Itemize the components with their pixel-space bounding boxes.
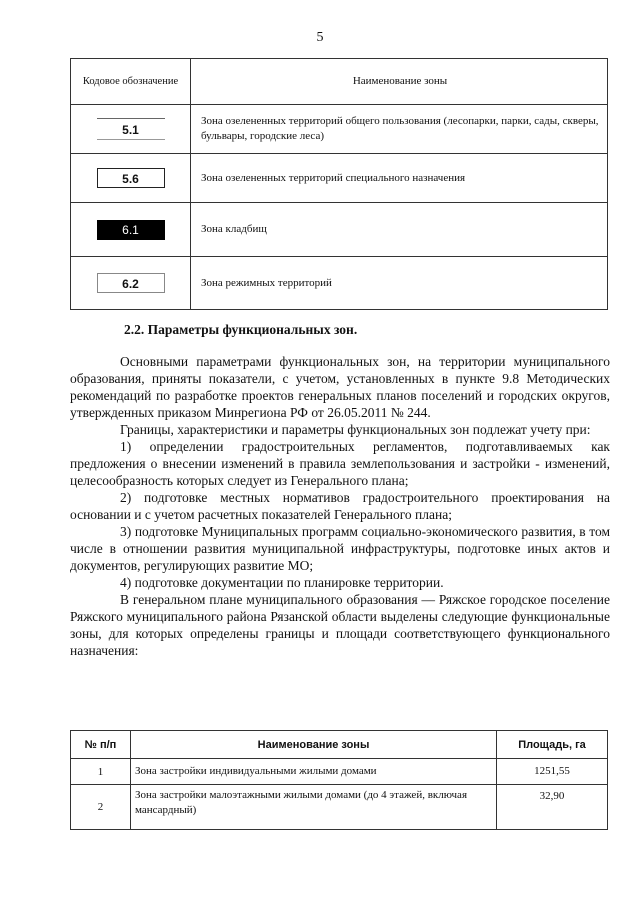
paragraph: 2) подготовке местных нормативов градостроительного проектирования на основании и с учетом расчетных показателей Генерального плана; [70, 490, 610, 522]
paragraph: 1) определении градостроительных регламентов, подготавливаемых как предложения о внесении изменений в правила землепользования и застройки - изменений, целесообразность которых следует из Генерального плана; [70, 439, 610, 488]
row-number: 1 [71, 759, 131, 785]
zone-name: Зона кладбищ [191, 203, 608, 257]
area-header-name: Наименование зоны [131, 731, 497, 759]
zone-code-swatch: 6.2 [97, 273, 165, 293]
row-area: 32,90 [497, 785, 608, 830]
zone-code-swatch: 5.1 [97, 118, 165, 140]
zones-header-code: Кодовое обозначение [71, 59, 191, 105]
zone-code-swatch: 5.6 [97, 168, 165, 188]
zone-name: Зона озелененных территорий общего пользования (лесопарки, парки, сады, скверы, бульвары, городские леса) [191, 105, 608, 154]
row-number: 2 [71, 785, 131, 830]
page-number: 5 [316, 30, 324, 45]
area-table-header [71, 731, 608, 759]
paragraph: Основными параметрами функциональных зон, на территории муниципального образования, приняты показатели, с учетом, установленных в пункте 9.8 Методических рекомендаций по разработке проектов генеральных планов поселений и городских округов, утвержденных приказом Минрегиона РФ от 26.05.2011 № 244. [70, 354, 610, 420]
table-row [71, 154, 608, 203]
zones-table [70, 58, 608, 310]
table-row [71, 759, 608, 785]
zone-name: Зона режимных территорий [191, 257, 608, 310]
zones-header-name: Наименование зоны [191, 59, 608, 105]
area-header-num: № п/п [71, 731, 131, 759]
area-table [70, 730, 608, 830]
zones-table-header [71, 59, 608, 105]
table-row [71, 785, 608, 830]
table-row [71, 203, 608, 257]
row-area: 1251,55 [497, 759, 608, 785]
paragraph: Границы, характеристики и параметры функциональных зон подлежат учету при: [120, 422, 591, 437]
table-row [71, 105, 608, 154]
area-header-area: Площадь, га [497, 731, 608, 759]
zone-code-swatch: 6.1 [97, 220, 165, 240]
table-row [71, 257, 608, 310]
paragraph: 4) подготовке документации по планировке территории. [120, 575, 444, 590]
body-text [70, 353, 610, 659]
zone-name: Зона озелененных территорий специального назначения [191, 154, 608, 203]
paragraph: В генеральном плане муниципального образования — Ряжское городское поселение Ряжского муниципального района Рязанской области выделены следующие функциональные зоны, для которых определены границы и площади соответствующего функционального назначения: [70, 592, 610, 658]
row-zone-name: Зона застройки малоэтажными жилыми домами (до 4 этажей, включая мансардный) [131, 785, 497, 830]
row-zone-name: Зона застройки индивидуальными жилыми домами [131, 759, 497, 785]
paragraph: 3) подготовке Муниципальных программ социально-экономического развития, в том числе в отношении развития муниципальной инфраструктуры, подготовке иных актов и документов, регулирующих развитие МО; [70, 524, 610, 573]
section-title: 2.2. Параметры функциональных зон. [124, 322, 358, 337]
